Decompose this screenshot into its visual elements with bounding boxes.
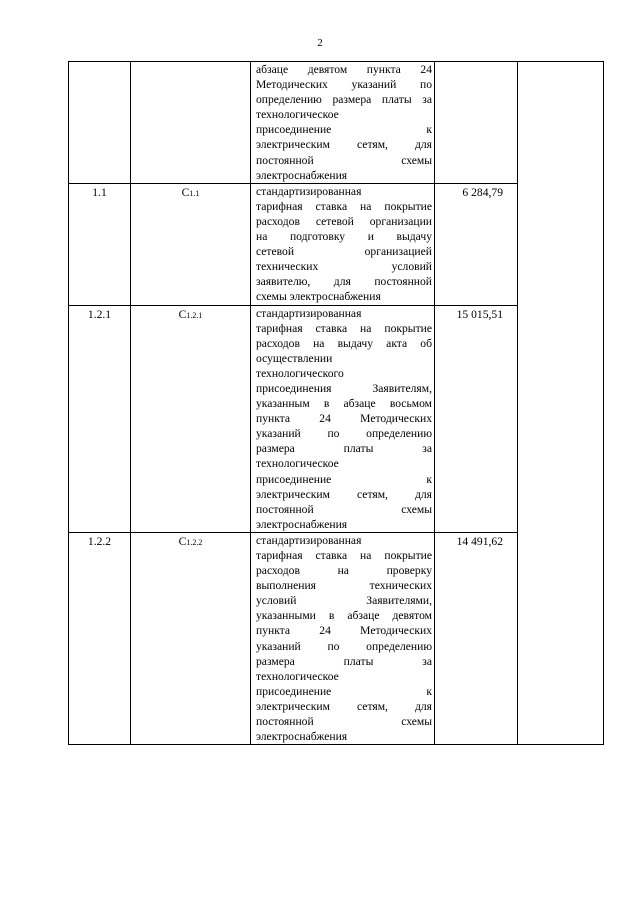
description-line: присоединение к (256, 472, 432, 486)
description-line: определению размера платы за (256, 93, 432, 107)
description-cell (251, 62, 435, 184)
row-number-cell: 1.2.1 (69, 305, 131, 532)
description-line: технологическое (256, 108, 339, 122)
description-line: присоединения Заявителям, (256, 381, 432, 395)
description-line: присоединение к (256, 684, 432, 698)
description-line: технологического (256, 366, 344, 380)
description-line: стандартизированная (256, 533, 362, 547)
description-line: пункта 24 Методических (256, 412, 432, 426)
value-cell: 14 491,62 (435, 532, 518, 744)
description-line: заявителю, для постоянной (256, 275, 432, 289)
row-number-cell: 1.1 (69, 183, 131, 305)
description-cell (251, 183, 435, 305)
description-line: тарифная ставка на покрытие (256, 549, 432, 562)
description-line: указаний по определению (256, 639, 432, 653)
description-line: указанным в абзаце восьмом (256, 397, 432, 411)
description-cell (251, 532, 435, 744)
description-line: постоянной схемы (256, 502, 432, 516)
description-line: постоянной схемы (256, 153, 432, 167)
description-line: электрическим сетям, для (256, 138, 432, 152)
tariff-table (68, 61, 604, 745)
description-line: стандартизированная (256, 184, 362, 198)
description-cell (251, 305, 435, 532)
description-line: размера платы за (256, 442, 432, 456)
symbol-cell: С1.2.2 (131, 532, 251, 744)
description-line: указаний по определению (256, 427, 432, 441)
description-line: Методических указаний по (256, 78, 432, 92)
description-line: расходов на проверку (256, 564, 432, 578)
symbol-cell: С1.2.1 (131, 305, 251, 532)
description-line: электроснабжения (256, 517, 348, 531)
row-number-cell: 1.2.2 (69, 532, 131, 744)
table-row (69, 62, 604, 184)
table-body (69, 62, 604, 745)
description-line: сетевой организацией (256, 245, 432, 259)
description-line: размера платы за (256, 654, 432, 668)
description-line: тарифная ставка на покрытие (256, 321, 432, 335)
description-line: расходов на выдачу акта об (256, 336, 432, 350)
description-line: электрическим сетям, для (256, 487, 432, 501)
description-line: стандартизированная (256, 306, 362, 320)
description-line: тарифная ставка на покрытие (256, 199, 432, 213)
description-line: технических условий (256, 260, 432, 274)
description-line: условий Заявителями, (256, 594, 432, 608)
row-number-cell (69, 62, 131, 184)
value-cell: 6 284,79 (435, 183, 518, 305)
description-line: осуществлении (256, 351, 333, 365)
symbol-cell: С1.1 (131, 183, 251, 305)
description-line: указанными в абзаце девятом (256, 609, 432, 623)
description-line: технологическое (256, 457, 339, 471)
description-line: электроснабжения (256, 730, 348, 744)
value-cell (435, 62, 518, 184)
description-line: расходов сетевой организации (256, 214, 432, 228)
description-line: пункта 24 Методических (256, 624, 432, 638)
description-line: электроснабжения (256, 168, 348, 182)
value-cell: 15 015,51 (435, 305, 518, 532)
description-line: схемы электроснабжения (256, 290, 381, 304)
description-line: технологическое (256, 669, 339, 683)
page-number: 2 (317, 37, 323, 49)
empty-column-cell (518, 62, 604, 745)
symbol-cell (131, 62, 251, 184)
description-line: абзаце девятом пункта 24 (256, 63, 432, 76)
description-line: на подготовку и выдачу (256, 230, 432, 244)
description-line: присоединение к (256, 123, 432, 137)
description-line: электрическим сетям, для (256, 699, 432, 713)
description-line: постоянной схемы (256, 715, 432, 729)
description-line: выполнения технических (256, 579, 432, 593)
